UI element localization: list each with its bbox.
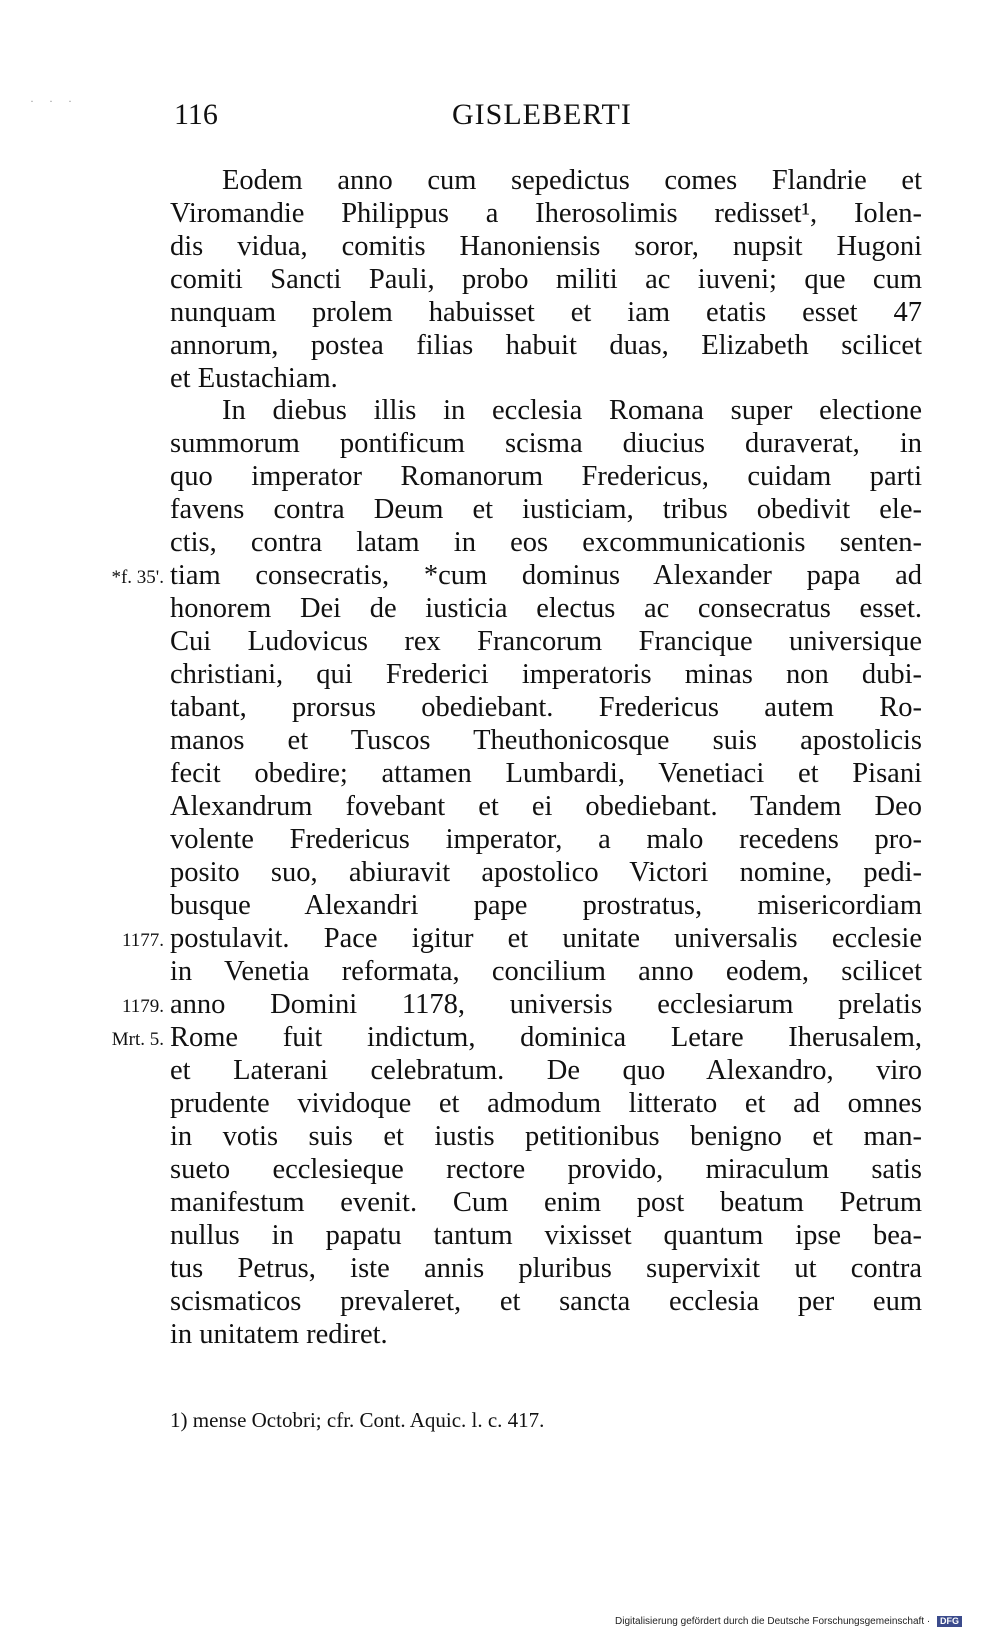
text-line: nullus in papatu tantum vixisset quantum ipse bea- xyxy=(170,1220,922,1251)
page-number: 116 xyxy=(174,98,218,131)
credit-text: Digitalisierung gefördert durch die Deutsche Forschungsgemeinschaft · xyxy=(615,1616,931,1628)
text-line: et Laterani celebratum. De quo Alexandro, viro xyxy=(170,1055,922,1086)
text-line: in Venetia reformata, concilium anno eodem, scilicet xyxy=(170,956,922,987)
margin-note-date: Mrt. 5. xyxy=(111,1029,164,1050)
text-line: tabant, prorsus obediebant. Fredericus autem Ro- xyxy=(170,692,922,723)
text-line: anno Domini 1178, universis ecclesiarum prelatis xyxy=(170,989,922,1020)
text-line: honorem Dei de iusticia electus ac consecratus esset. xyxy=(170,593,922,624)
text-line: et Eustachiam. xyxy=(170,363,338,394)
text-line: nunquam prolem habuisset et iam etatis esset 47 xyxy=(170,297,922,328)
text-line: annorum, postea filias habuit duas, Elizabeth scilicet xyxy=(170,330,922,361)
text-line: In diebus illis in ecclesia Romana super electione xyxy=(222,395,922,426)
text-line: tus Petrus, iste annis pluribus supervixit ut contra xyxy=(170,1253,922,1284)
text-line: summorum pontificum scisma diucius duraverat, in xyxy=(170,428,922,459)
text-line: comiti Sancti Pauli, probo militi ac iuveni; que cum xyxy=(170,264,922,295)
text-line: Viromandie Philippus a Iherosolimis redisset¹, Iolen- xyxy=(170,198,922,229)
margin-note-folio: *f. 35'. xyxy=(111,567,164,588)
text-line: Rome fuit indictum, dominica Letare Iherusalem, xyxy=(170,1022,922,1053)
text-line: Alexandrum fovebant et ei obediebant. Tandem Deo xyxy=(170,791,922,822)
text-line: volente Fredericus imperator, a malo recedens pro- xyxy=(170,824,922,855)
text-line: christiani, qui Frederici imperatoris minas non dubi- xyxy=(170,659,922,690)
text-line: in votis suis et iustis petitionibus benigno et man- xyxy=(170,1121,922,1152)
text-line: prudente vividoque et admodum litterato et ad omnes xyxy=(170,1088,922,1119)
margin-note-year: 1177. xyxy=(121,930,164,951)
margin-note-year: 1179. xyxy=(121,996,164,1017)
text-line: Eodem anno cum sepedictus comes Flandrie et xyxy=(222,165,922,196)
text-line: busque Alexandri pape prostratus, misericordiam xyxy=(170,890,922,921)
scan-specks: · · · xyxy=(30,94,78,108)
text-line: dis vidua, comitis Hanoniensis soror, nupsit Hugoni xyxy=(170,231,922,262)
text-line: postulavit. Pace igitur et unitate universalis ecclesie xyxy=(170,923,922,954)
text-line: tiam consecratis, *cum dominus Alexander papa ad xyxy=(170,560,922,591)
text-line: manos et Tuscos Theuthonicosque suis apostolicis xyxy=(170,725,922,756)
text-line: fecit obedire; attamen Lumbardi, Venetiaci et Pisani xyxy=(170,758,922,789)
digitization-credit xyxy=(615,1616,962,1627)
text-line: manifestum evenit. Cum enim post beatum Petrum xyxy=(170,1187,922,1218)
text-line: Cui Ludovicus rex Francorum Francique universique xyxy=(170,626,922,657)
text-line: quo imperator Romanorum Fredericus, cuidam parti xyxy=(170,461,922,492)
running-title: GISLEBERTI xyxy=(452,98,632,131)
dfg-logo-icon: DFG xyxy=(937,1616,962,1627)
text-line: sueto ecclesieque rectore provido, miraculum satis xyxy=(170,1154,922,1185)
footnote: 1) mense Octobri; cfr. Cont. Aquic. l. c. 417. xyxy=(170,1408,545,1432)
text-line: in unitatem rediret. xyxy=(170,1319,388,1350)
text-line: scismaticos prevaleret, et sancta ecclesia per eum xyxy=(170,1286,922,1317)
text-line: favens contra Deum et iusticiam, tribus obedivit ele- xyxy=(170,494,922,525)
text-line: posito suo, abiuravit apostolico Victori nomine, pedi- xyxy=(170,857,922,888)
text-line: ctis, contra latam in eos excommunicationis senten- xyxy=(170,527,922,558)
